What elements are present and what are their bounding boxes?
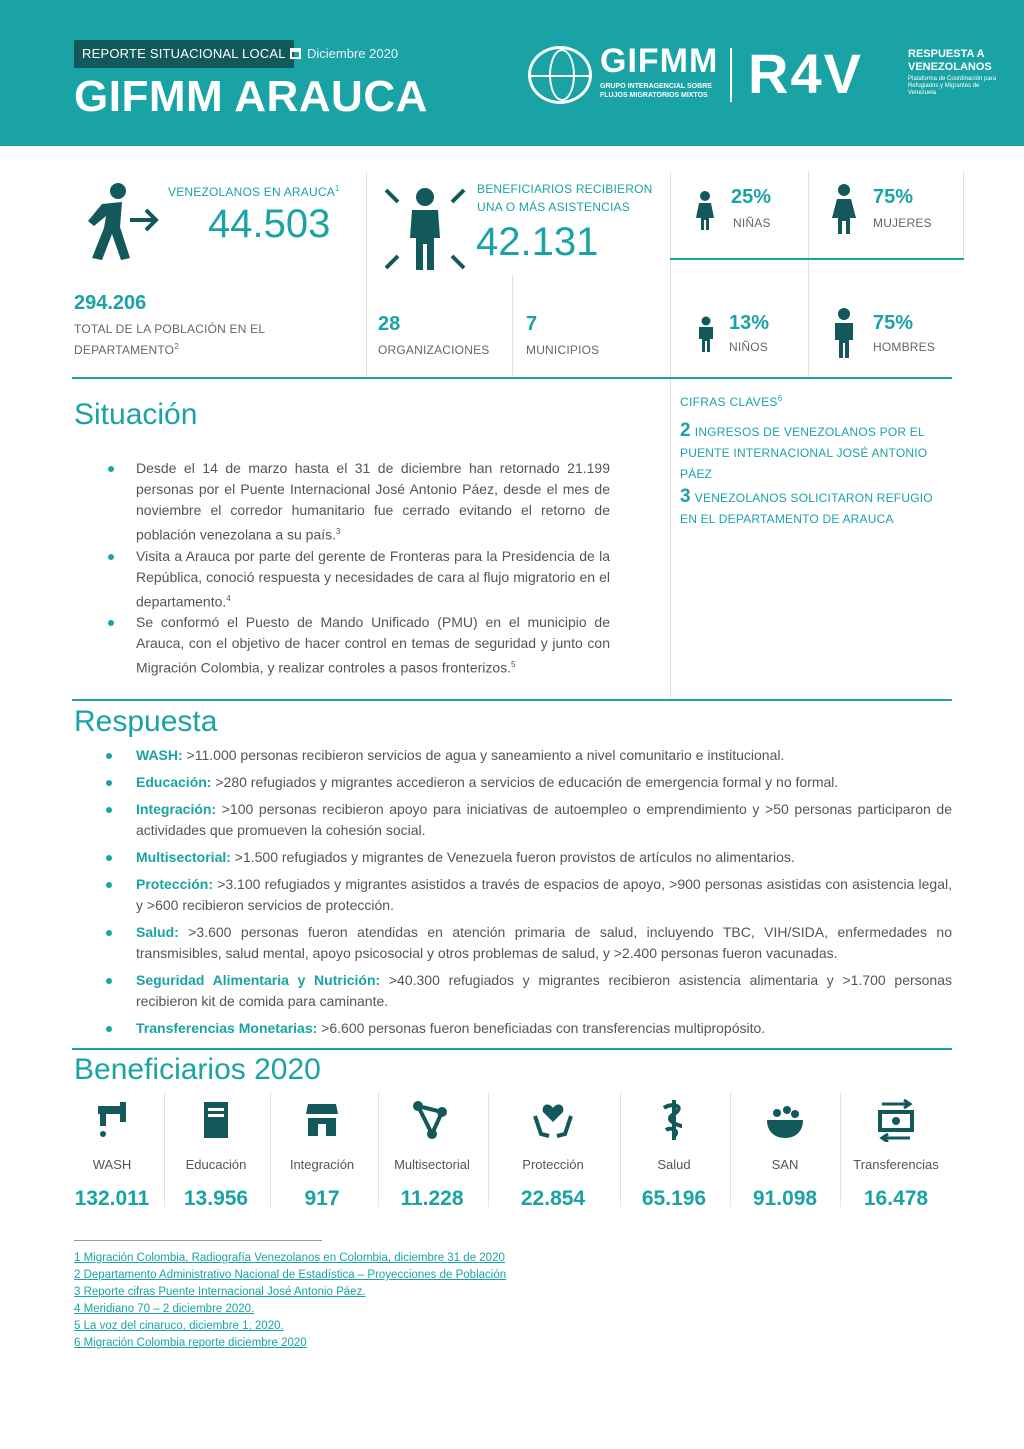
respuesta-item [106,874,952,916]
gender-right-border [963,172,964,260]
beneficiario-name: Integración [289,1157,355,1172]
respuesta-text: >1.500 refugiados y migrantes de Venezuela fueron provistos de artículos no alimentarios. [230,849,795,865]
respuesta-text: >11.000 personas recibieron servicios de agua y saneamiento a nivel comunitario e institucional. [182,747,785,763]
cifra-text: INGRESOS DE VENEZOLANOS POR EL PUENTE INTERNACIONAL JOSÉ ANTONIO PÁEZ [680,425,928,481]
respuesta-bottom-line [72,1048,952,1050]
beneficiario-value: 917 [304,1187,340,1210]
footnote-ref: 5 [511,660,516,670]
beneficiarios-title: Beneficiarios 2020 [74,1053,321,1086]
ninos-label: NIÑOS [729,340,769,354]
calendar-icon [290,48,301,59]
right-column-divider [670,172,671,700]
beneficiario-name: SAN [771,1157,799,1172]
cifra-number: 3 [680,486,691,507]
situacion-item [74,458,610,546]
report-type-tag: REPORTE SITUACIONAL LOCAL [74,40,294,68]
respuesta-list [106,745,952,1045]
situacion-bottom-line [72,699,952,701]
mujeres-value: 75% [873,186,914,208]
situacion-item-text: Visita a Arauca por parte del gerente de Fronteras para la Presidencia de la República, conoció respuesta y necesidades de cara al flujo migratorio en el departamento. [136,547,610,610]
beneficiario-value: 22.854 [520,1187,586,1210]
beneficiario-proteccion [497,1092,609,1210]
organizaciones-value: 28 [378,313,401,335]
store-icon [300,1098,344,1142]
beneficiario-name: Transferencias [853,1157,939,1172]
footnote-link[interactable]: 3 Reporte cifras Puente Internacional José Antonio Páez. [74,1286,366,1298]
respuesta-item [106,745,952,766]
beneficiario-value: 16.478 [863,1187,929,1210]
beneficiario-name: Multisectorial [394,1157,470,1172]
respuesta-item [106,922,952,964]
venezolanos-footnote-ref: 1 [334,184,340,193]
situacion-item [74,546,610,613]
poblacion-value: 294.206 [74,292,147,314]
gender-divider [808,172,809,377]
beneficiario-wash [56,1092,168,1210]
footnote-link[interactable]: 1 Migración Colombia, Radiografía Venezolanos en Colombia, diciembre 31 de 2020 [74,1252,505,1264]
beneficiary-person-icon [382,186,468,272]
walking-person-arrow-icon [72,182,162,262]
organizaciones-label: ORGANIZACIONES [378,343,490,357]
respuesta-sector: Salud: [136,924,179,940]
stats-divider [366,172,367,377]
poblacion-footnote-ref: 2 [174,342,179,351]
cifra-text: VENEZOLANOS SOLICITARON REFUGIO EN EL DEPARTAMENTO DE ARAUCA [680,491,933,526]
respuesta-sector: Protección: [136,876,214,892]
beneficiario-value: 65.196 [641,1187,707,1210]
beneficiario-name: WASH [92,1157,132,1172]
municipios-label: MUNICIPIOS [526,343,600,357]
beneficiario-san [729,1092,841,1210]
respuesta-sector: WASH: [136,747,183,763]
ninos-value: 13% [729,312,770,334]
beneficiario-divider [488,1092,489,1207]
venezolanos-label [168,180,340,201]
girl-icon [694,190,716,230]
footnote-link[interactable]: 4 Meridiano 70 – 2 diciembre 2020. [74,1303,255,1315]
footnote-link[interactable]: 6 Migración Colombia reporte diciembre 2020 [74,1337,307,1349]
faucet-icon [90,1098,134,1142]
man-icon [830,308,858,358]
stats-bottom-line [72,377,952,379]
beneficiario-name: Educación [185,1157,247,1172]
respuesta-item [106,970,952,1012]
respuesta-item [106,847,952,868]
cash-transfer-icon [874,1098,918,1142]
respuesta-text: >3.600 personas fueron atendidas en atención primaria de salud, incluyendo TBC, VIH/SIDA, enfermedades no transmisibles, salud mental, apoyo psicosocial y otros problemas de salud, y >2.400 personas fueron vacunadas. [136,924,952,961]
venezolanos-label-text: VENEZOLANOS EN ARAUCA [168,185,335,199]
respuesta-item [106,772,952,793]
respuesta-text: >3.100 refugiados y migrantes asistidos a través de espacios de apoyo, >900 personas asistidas con asistencia legal, y >600 recibieron servicios de protección. [136,876,952,913]
r4v-logo-title: RESPUESTA A VENEZOLANOS [908,48,992,73]
beneficiario-value: 132.011 [74,1187,150,1210]
beneficiario-name: Salud [657,1157,691,1172]
footnote-link[interactable]: 5 La voz del cinaruco, diciembre 1, 2020. [74,1320,284,1332]
beneficiario-integracion [266,1092,378,1210]
beneficiarios-label: BENEFICIARIOS RECIBIERON UNA O MÁS ASISTENCIAS [477,182,653,214]
footnotes-separator [74,1240,322,1241]
respuesta-text: >6.600 personas fueron beneficiadas con transferencias multipropósito. [317,1020,766,1036]
gifmm-logo-subtitle: GRUPO INTERAGENCIAL SOBRE FLUJOS MIGRATORIOS MIXTOS [600,83,712,99]
poblacion-label [74,320,314,359]
situacion-item-text: Desde el 14 de marzo hasta el 31 de diciembre han retornado 21.199 personas por el Puente Internacional José Antonio Páez, desde el mes de noviembre el corredor humanitario fue cerrado evitando el retorno de población venezolana a su país. [136,460,610,543]
cifra-number: 2 [680,420,691,441]
beneficiario-name: Protección [522,1157,584,1172]
beneficiario-multisectorial [376,1092,488,1210]
report-date [290,40,398,68]
ninas-value: 25% [731,186,772,208]
hands-heart-icon [531,1098,575,1142]
partner-logos [520,40,1000,110]
respuesta-sector: Multisectorial: [136,849,231,865]
respuesta-title: Respuesta [74,705,218,738]
poblacion-label-text: TOTAL DE LA POBLACIÓN EN EL DEPARTAMENTO [74,322,265,357]
mujeres-label: MUJERES [873,216,932,230]
cifras-claves-title [680,394,782,409]
gifmm-logo: GIFMM [600,42,719,80]
respuesta-text: >280 refugiados y migrantes accedieron a servicios de educación de emergencia formal y no formal. [211,774,839,790]
respuesta-item [106,1018,952,1039]
ninas-label: NIÑAS [733,216,771,230]
cifra-item [680,420,950,485]
food-bowl-icon [763,1098,807,1142]
beneficiario-value: 11.228 [400,1187,464,1210]
footnote-ref: 4 [226,593,231,603]
respuesta-text: >100 personas recibieron apoyo para iniciativas de autoempleo o emprendimiento y >50 personas participaron de actividades que promueven la cohesión social. [136,801,952,838]
r4v-logo: R4V [748,42,863,105]
cifras-footnote-ref: 6 [777,394,783,403]
boy-icon [696,316,716,352]
situacion-title: Situación [74,398,198,431]
footnote-ref: 3 [336,527,341,536]
respuesta-text: >40.300 refugiados y migrantes recibieron asistencia alimentaria y >1.700 personas recibieron kit de comida para caminante. [136,972,952,1009]
gender-row-line [670,258,964,260]
network-icon [410,1098,454,1142]
r4v-logo-subtitle: Plataforma de Coordinación para Refugiados y Migrantes de Venezuela [908,76,997,96]
respuesta-sector: Educación: [136,774,212,790]
respuesta-sector: Transferencias Monetarias: [136,1020,318,1036]
respuesta-item [106,799,952,841]
report-date-text: Diciembre 2020 [307,46,399,61]
situacion-item-text: Se conformó el Puesto de Mando Unificado (PMU) en el municipio de Arauca, con el objetivo de hacer control en temas de seguridad y junto con Migración Colombia, y realizar controles a pasos fronterizos. [136,614,610,676]
respuesta-sector: Seguridad Alimentaria y Nutrición: [136,972,381,988]
hombres-label: HOMBRES [873,340,936,354]
beneficiario-educacion [160,1092,272,1210]
hombres-value: 75% [873,312,914,334]
org-divider [512,276,513,376]
logo-divider [730,48,732,102]
situacion-item [74,612,610,679]
beneficiarios-value: 42.131 [476,220,599,264]
woman-icon [830,184,858,234]
beneficiario-salud [618,1092,730,1210]
caduceus-icon [652,1098,696,1142]
footnote-link[interactable]: 2 Departamento Administrativo Nacional de Estadística – Proyecciones de Población [74,1269,507,1281]
venezolanos-value: 44.503 [208,202,331,246]
municipios-value: 7 [526,313,538,335]
cifras-claves-title-text: CIFRAS CLAVES [680,395,778,409]
respuesta-sector: Integración: [136,801,217,817]
beneficiario-transferencias [840,1092,952,1210]
page-title: GIFMM ARAUCA [74,72,428,121]
beneficiario-value: 91.098 [752,1187,818,1210]
gifmm-globe-icon [528,46,592,104]
cifra-item [680,486,950,530]
situacion-list [74,458,610,679]
beneficiario-value: 13.956 [183,1187,249,1210]
book-icon [194,1098,238,1142]
report-header [0,0,1024,146]
